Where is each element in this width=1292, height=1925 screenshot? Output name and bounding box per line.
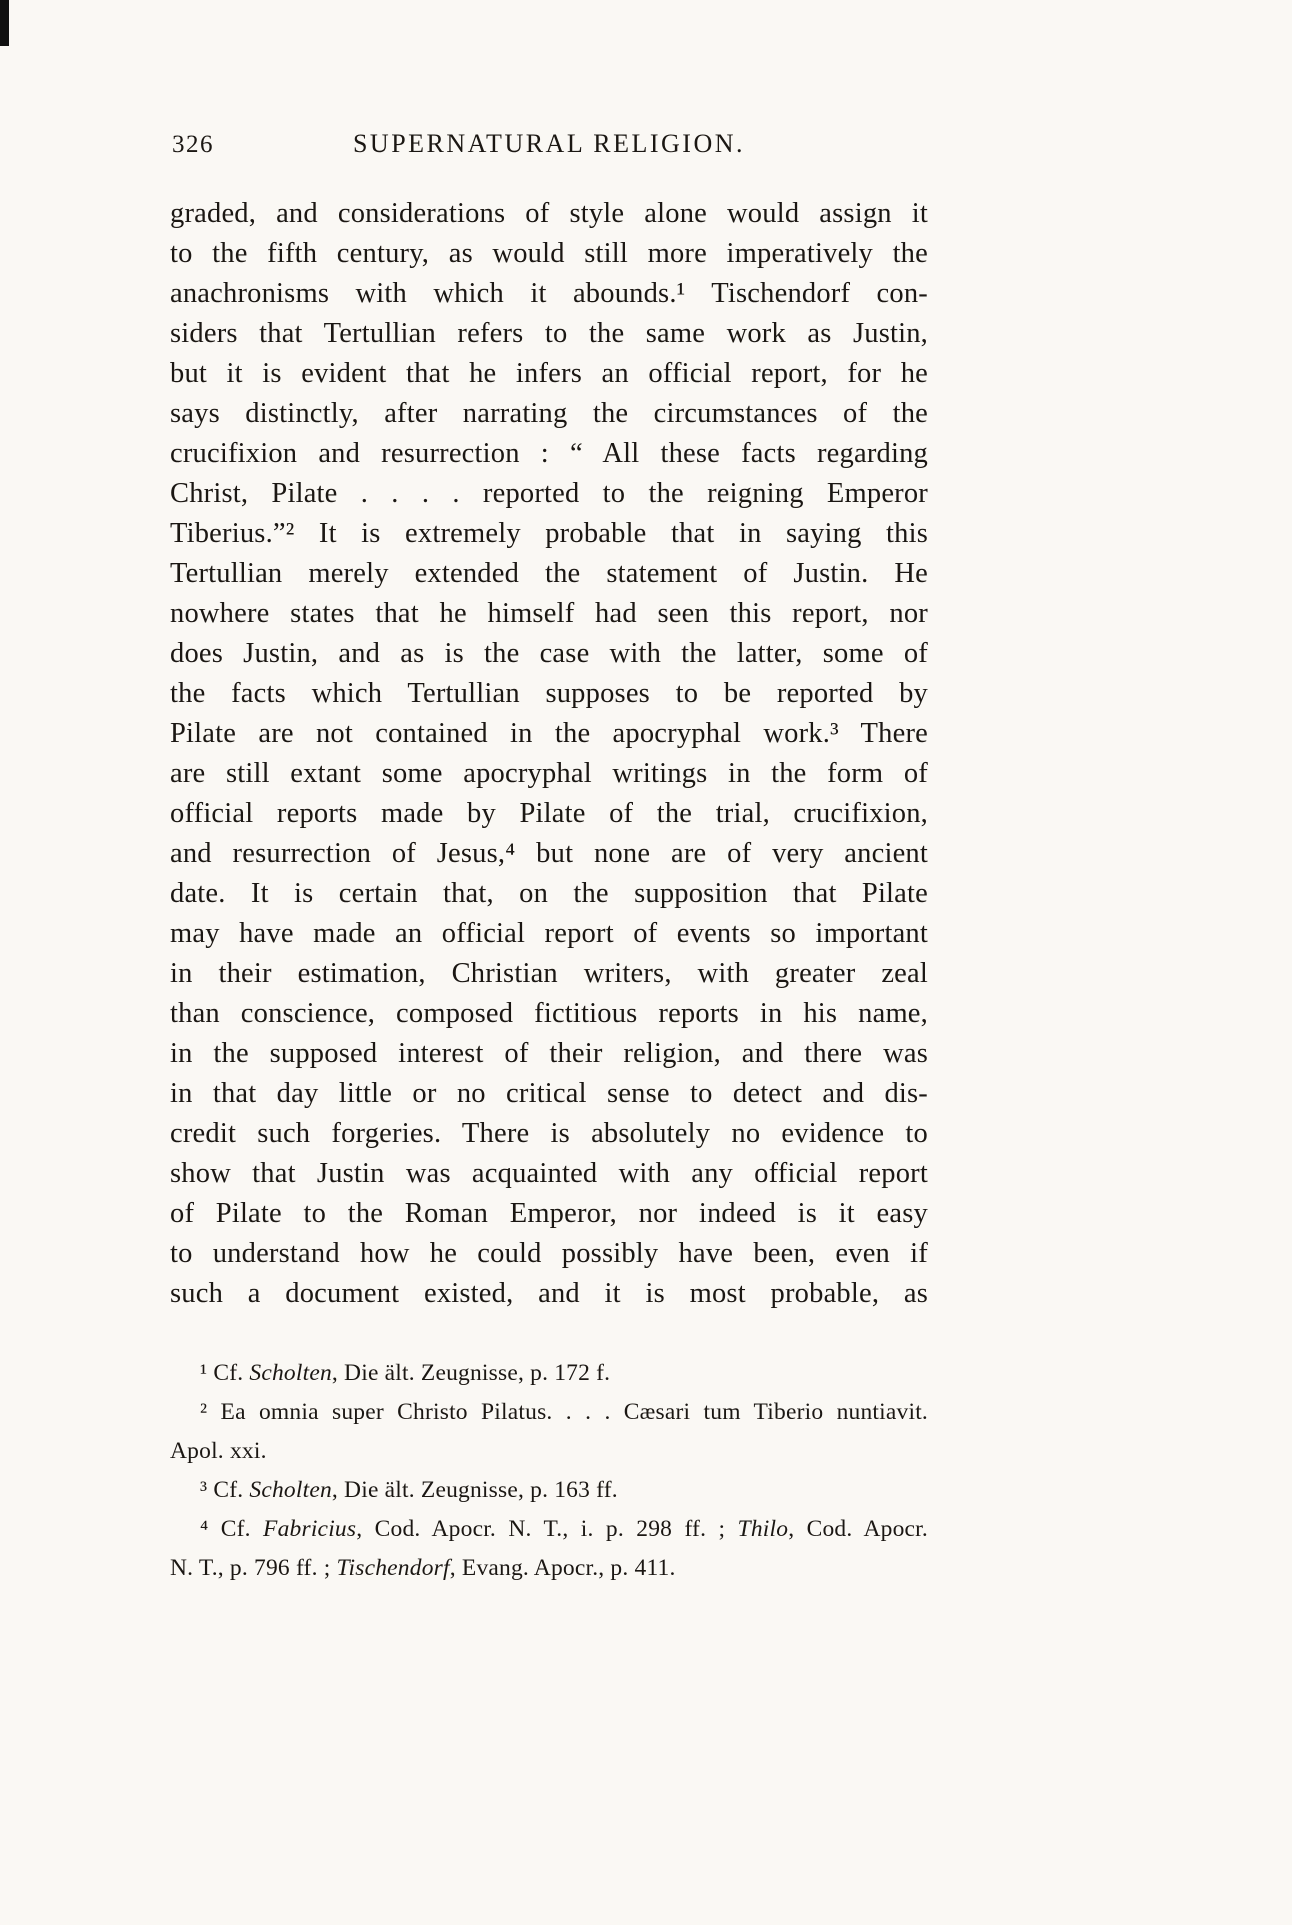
footnote-text: , Cod. Apocr. N. T., i. p. 298 ff. ; (356, 1516, 738, 1542)
page-content (170, 0, 928, 1588)
footnote-text: , Cod. Apocr. (788, 1516, 928, 1542)
body-line: Christ, Pilate . . . . reported to the reigning Emperor (170, 478, 928, 509)
footnote-line (170, 1549, 928, 1588)
body-line: the facts which Tertullian supposes to be reported by (170, 678, 928, 709)
body-line: are still extant some apocryphal writings in the form of (170, 758, 928, 789)
footnote-italic-text: Scholten (249, 1477, 332, 1503)
body-text (170, 194, 928, 1314)
body-line: show that Justin was acquainted with any official report (170, 1158, 928, 1189)
running-title: SUPERNATURAL RELIGION. (352, 129, 746, 158)
footnote-text: ² Ea omnia super Christo Pilatus. . . . Cæsari tum Tiberio nuntiavit. (200, 1399, 928, 1425)
footnotes (170, 1354, 928, 1588)
footnote-text: , Die ält. Zeugnisse, p. 163 ff. (331, 1477, 618, 1503)
page-header (170, 126, 928, 164)
footnote-italic-text: Scholten (249, 1360, 332, 1386)
footnote-text: ¹ Cf. (200, 1360, 250, 1386)
body-line: credit such forgeries. There is absolutely no evidence to (170, 1118, 928, 1149)
footnote-text: ³ Cf. (200, 1477, 250, 1503)
body-line: but it is evident that he infers an official report, for he (170, 358, 928, 389)
body-line: in their estimation, Christian writers, with greater zeal (170, 958, 928, 989)
footnote-line (170, 1393, 928, 1432)
footnote-text: Apol. xxi. (170, 1438, 267, 1464)
footnote-line (170, 1354, 928, 1393)
body-line: in that day little or no critical sense to detect and dis- (170, 1078, 928, 1109)
body-line: such a document existed, and it is most probable, as (170, 1278, 928, 1309)
body-line: anachronisms with which it abounds.¹ Tischendorf con- (170, 278, 928, 309)
body-line: graded, and considerations of style alone would assign it (170, 198, 928, 229)
body-line: Pilate are not contained in the apocryphal work.³ There (170, 718, 928, 749)
footnote-text: N. T., p. 796 ff. ; (170, 1555, 337, 1581)
body-line: in the supposed interest of their religion, and there was (170, 1038, 928, 1069)
body-line: official reports made by Pilate of the trial, crucifixion, (170, 798, 928, 829)
body-line: crucifixion and resurrection : “ All these facts regarding (170, 438, 928, 469)
body-line: does Justin, and as is the case with the latter, some of (170, 638, 928, 669)
footnote-text: ⁴ Cf. (200, 1516, 264, 1542)
page-number: 326 (172, 131, 214, 158)
body-line: Tiberius.”² It is extremely probable that in saying this (170, 518, 928, 549)
footnote-italic-text: Fabricius (263, 1516, 357, 1542)
body-line: may have made an official report of events so important (170, 918, 928, 949)
footnote-italic-text: Tischendorf (336, 1555, 450, 1581)
footnote-line (170, 1510, 928, 1549)
footnote-line (170, 1432, 928, 1471)
body-line: says distinctly, after narrating the circumstances of the (170, 398, 928, 429)
body-line: than conscience, composed fictitious reports in his name, (170, 998, 928, 1029)
body-line: nowhere states that he himself had seen this report, nor (170, 598, 928, 629)
body-line: date. It is certain that, on the supposition that Pilate (170, 878, 928, 909)
footnote-text: , Evang. Apocr., p. 411. (449, 1555, 676, 1581)
footnote-text: , Die ält. Zeugnisse, p. 172 f. (331, 1360, 611, 1386)
body-line: Tertullian merely extended the statement of Justin. He (170, 558, 928, 589)
body-line: of Pilate to the Roman Emperor, nor indeed is it easy (170, 1198, 928, 1229)
footnote-italic-text: Thilo (737, 1516, 789, 1542)
body-line: to the fifth century, as would still more imperatively the (170, 238, 928, 269)
body-line: and resurrection of Jesus,⁴ but none are of very ancient (170, 838, 928, 869)
body-line: siders that Tertullian refers to the same work as Justin, (170, 318, 928, 349)
footnote-line (170, 1471, 928, 1510)
scan-artifact (0, 0, 9, 46)
body-line: to understand how he could possibly have been, even if (170, 1238, 928, 1269)
